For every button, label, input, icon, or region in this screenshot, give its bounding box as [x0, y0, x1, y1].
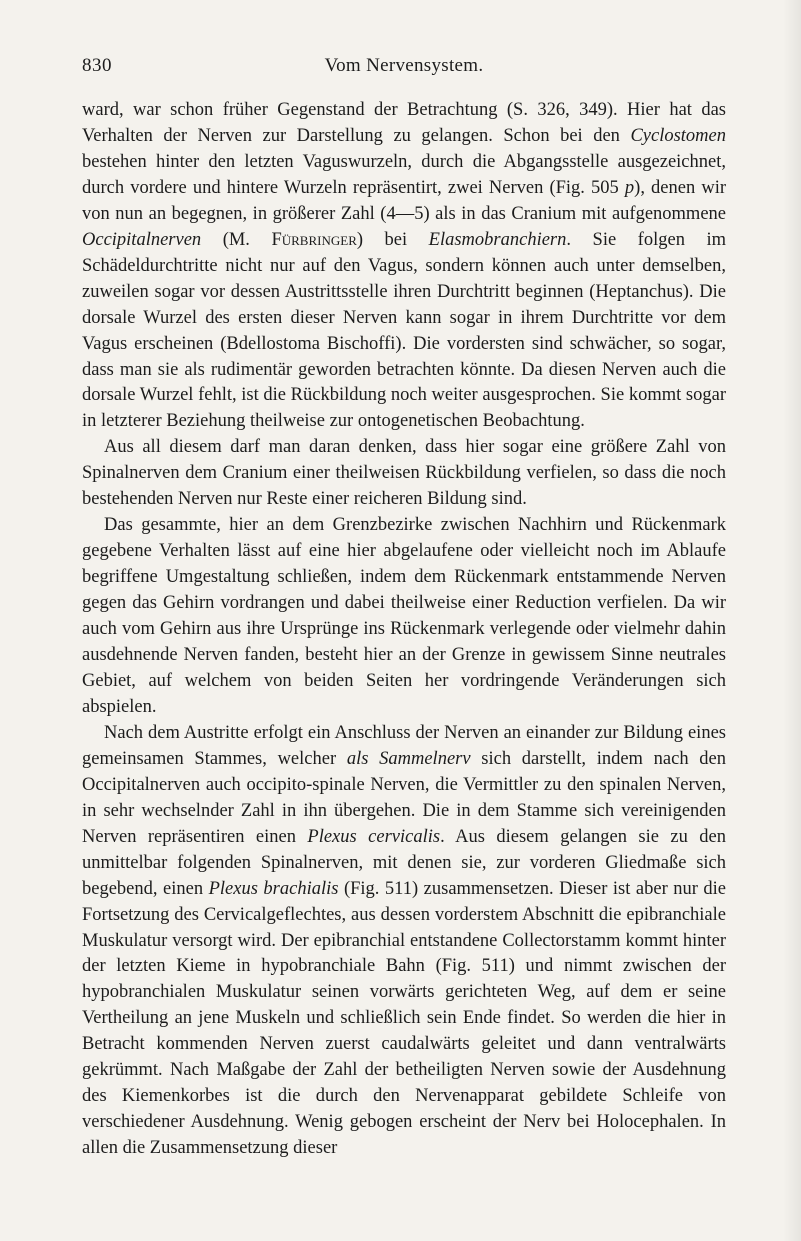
- emphasis-text: Cyclostomen: [630, 125, 726, 146]
- text-run: ) bei: [356, 229, 429, 250]
- text-run: . Aus diesem gelangen sie zu den unmittelbar folgenden Spinalnerven, mit denen sie, zur vorderen Gliedmaße sich begebend, einen: [82, 826, 727, 899]
- paragraph: [82, 513, 726, 721]
- emphasis-text: als Sammelnerv: [346, 748, 471, 769]
- text-run: ward, war schon früher Gegenstand der Betrachtung (S. 326, 349). Hier hat das Verhalten der Nerven zur Darstellung zu gelangen. Schon bei den: [82, 100, 726, 146]
- emphasis-text: Plexus cervicalis: [307, 826, 441, 847]
- text-run: ), denen wir von nun an begegnen, in größerer Zahl (4—5) als in das Cranium mit aufgenommene: [82, 177, 726, 224]
- page-edge-shadow: [783, 0, 801, 1241]
- paragraph: [82, 435, 726, 513]
- page-header: [82, 55, 726, 85]
- emphasis-text: Occipitalnerven: [82, 229, 202, 250]
- running-head: Vom Nervensystem.: [324, 55, 484, 76]
- text-run: sich darstellt, indem nach den Occipitalnerven auch occipito-spinale Nerven, die Vermittler zu den spinalen Nerven, in sehr wechselnder Zahl in ihn übergehen. Die in dem Stamme sich vereinigenden Nerven repräsentiren einen: [82, 748, 726, 847]
- text-run: (Fig. 511) zusammensetzen. Dieser ist aber nur die Fortsetzung des Cervicalgeflechtes, aus dessen vorderstem Abschnitt die epibranchiale Muskulatur versorgt wird. Der epibranchial entstandene Collectorstamm kommt hinter der letzten Kieme in hypobranchiale Bahn (Fig. 511) und nimmt zwischen der hypobranchialen Muskulatur seinen vorwärts gerichteten Weg, auf dem er seine Vertheilung an jene Muskeln und schließlich sein Ende findet. So werden die hier in Betracht kommenden Nerven zuerst caudalwärts geleitet und dann ventralwärts gekrümmt. Nach Maßgabe der Zahl der betheiligten Nerven sowie der Ausdehnung des Kiemenkorbes ist die durch den Nervenapparat gebildete Schleife von verschiedener Ausdehnung. Wenig gebogen erscheint der Nerv bei Holocephalen. In allen die Zusammensetzung dieser: [82, 878, 727, 1159]
- emphasis-text: Elasmobranchiern: [428, 229, 567, 250]
- paragraph: [82, 98, 726, 435]
- author-name: Fürbringer: [271, 229, 357, 250]
- text-run: Das gesammte, hier an dem Grenzbezirke zwischen Nachhirn und Rückenmark gegebene Verhalten lässt auf eine hier abgelaufene oder vielleicht noch im Ablaufe begriffene Umgestaltung schließen, indem dem Rückenmark entstammende Nerven gegen das Gehirn vordrangen und dabei theilweise einer Reduction verfielen. Da wir auch vom Gehirn aus ihre Ursprünge ins Rückenmark verlegende oder vielmehr dahin ausdehnende Nerven fanden, besteht hier an der Grenze in gewissem Sinne neutrales Gebiet, auf welchem von beiden Seiten her vordringende Veränderungen sich abspielen.: [82, 515, 726, 717]
- text-run: . Sie folgen im Schädeldurchtritte nicht nur auf den Vagus, sondern können auch unter demselben, zuweilen sogar vor dessen Austrittsstelle ihren Durchtritt beginnen (Heptanchus). Die dorsale Wurzel des ersten dieser Nerven kann sogar in ihrem Durchtritte vor dem Vagus erscheinen (Bdellostoma Bischoffi). Die vordersten sind schwächer, so sogar, dass man sie als rudimentär geworden betrachten könnte. Da diesen Nerven auch die dorsale Wurzel fehlt, ist die Rückbildung noch weiter ausgesprochen. Sie kommt sogar in letzterer Beziehung theilweise zur ontogenetischen Beobachtung.: [82, 229, 726, 432]
- body-text: [82, 98, 726, 1162]
- text-run: (M.: [201, 229, 272, 250]
- text-run: Nach dem Austritte erfolgt ein Anschluss der Nerven an einander zur Bildung eines gemeinsamen Stammes, welcher: [82, 722, 726, 769]
- emphasis-text: Plexus brachialis: [208, 878, 339, 899]
- emphasis-text: p: [624, 177, 635, 198]
- text-run: bestehen hinter den letzten Vaguswurzeln, durch die Abgangsstelle ausgezeichnet, durch vordere und hintere Wurzeln repräsentirt, zwei Nerven (Fig. 505: [82, 151, 726, 198]
- page-number: 830: [82, 55, 112, 76]
- paragraph: [82, 721, 726, 1162]
- text-run: Aus all diesem darf man daran denken, dass hier sogar eine größere Zahl von Spinalnerven dem Cranium einer theilweisen Rückbildung verfielen, so dass die noch bestehenden Nerven nur Reste einer reicheren Bildung sind.: [82, 437, 726, 510]
